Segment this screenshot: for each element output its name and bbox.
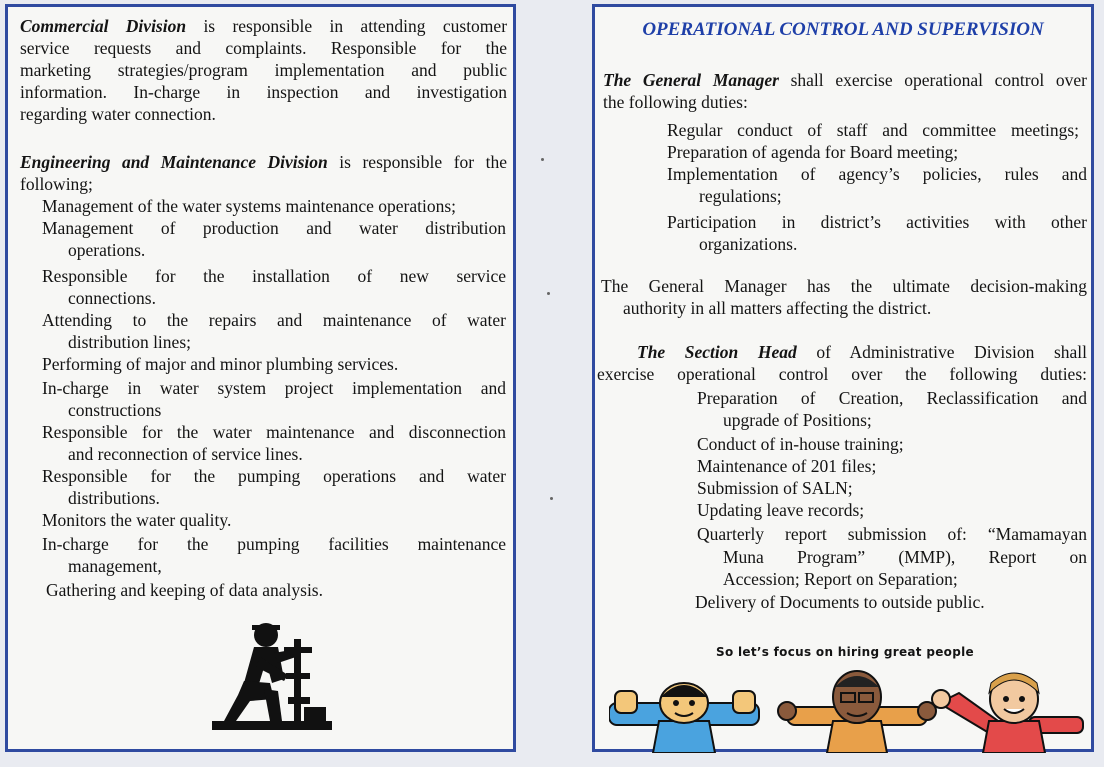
sh-duty-2: Conduct of in-house training; [697, 434, 904, 454]
right-panel [592, 4, 1094, 752]
section-heading: OPERATIONAL CONTROL AND SUPERVISION [642, 19, 1044, 40]
engineering-item-7: Responsible for the water maintenance and disconnection [42, 422, 506, 442]
gutter-mark [550, 497, 553, 500]
gutter-mark [541, 158, 544, 161]
gm-title: The General Manager [603, 70, 779, 90]
engineering-item-6: In-charge in water system project implementation and [42, 378, 506, 398]
gutter-mark [547, 292, 550, 295]
engineering-title: Engineering and Maintenance Division [20, 152, 328, 172]
gm-duty-3-cont: regulations; [699, 186, 782, 206]
sh-line-2: exercise operational control over the following duties: [597, 364, 1087, 384]
sh-duty-6-cont-2: Accession; Report on Separation; [723, 569, 958, 589]
engineering-item-5: Performing of major and minor plumbing services. [42, 354, 399, 374]
engineering-item-10-cont: management, [68, 556, 162, 576]
slogan: So let’s focus on hiring great people [716, 645, 974, 659]
gm-duty-1: Regular conduct of staff and committee meetings; [667, 120, 1079, 140]
engineering-item-2: Management of production and water distribution [42, 218, 506, 238]
commercial-line-1-text: is responsible in attending customer [203, 16, 508, 36]
gm-authority-line-1: The General Manager has the ultimate decision-making [601, 276, 1087, 296]
sh-duty-4: Submission of SALN; [697, 478, 853, 498]
left-panel [5, 4, 516, 752]
sh-duty-6-cont: Muna Program” (MMP), Report on [723, 547, 1087, 567]
engineering-item-1: Management of the water systems maintenance operations; [42, 196, 457, 216]
engineering-intro-line-2: following; [20, 174, 93, 194]
engineering-item-10: In-charge for the pumping facilities maintenance [42, 534, 506, 554]
worker-icon [208, 617, 338, 733]
sh-line-1-text: of Administrative Division shall [816, 342, 1088, 362]
gm-line-2: the following duties: [603, 92, 748, 112]
gm-duty-3: Implementation of agency’s policies, rules and [667, 164, 1087, 184]
engineering-item-2-cont: operations. [68, 240, 146, 260]
sh-duty-6: Quarterly report submission of: “Mamamayan [697, 524, 1087, 544]
commercial-line-2: service requests and complaints. Responsible for the [20, 38, 507, 58]
gm-authority-line-2: authority in all matters affecting the district. [623, 298, 932, 318]
gm-line-1-text: shall exercise operational control over [790, 70, 1087, 90]
engineering-item-3-cont: connections. [68, 288, 156, 308]
engineering-item-11: Gathering and keeping of data analysis. [46, 580, 323, 600]
engineering-item-4-cont: distribution lines; [68, 332, 191, 352]
gm-duty-4-cont: organizations. [699, 234, 798, 254]
commercial-line-3: marketing strategies/program implementation and public [20, 60, 507, 80]
sh-line-1 [637, 341, 1087, 363]
engineering-item-7-cont: and reconnection of service lines. [68, 444, 303, 464]
engineering-item-8: Responsible for the pumping operations and water [42, 466, 506, 486]
engineering-item-6-cont: constructions [68, 400, 162, 420]
gm-duty-2: Preparation of agenda for Board meeting; [667, 142, 959, 162]
sh-title: The Section Head [637, 342, 797, 362]
commercial-line-5: regarding water connection. [20, 104, 216, 124]
gm-line-1 [603, 69, 1087, 91]
commercial-line-1 [20, 15, 507, 37]
commercial-title: Commercial Division [20, 16, 187, 36]
sh-duty-1: Preparation of Creation, Reclassification and [697, 388, 1087, 408]
sh-duty-5: Updating leave records; [697, 500, 865, 520]
engineering-item-3: Responsible for the installation of new service [42, 266, 506, 286]
engineering-intro-line-1 [20, 151, 507, 173]
engineering-item-4: Attending to the repairs and maintenance of water [42, 310, 506, 330]
engineering-item-9: Monitors the water quality. [42, 510, 232, 530]
sh-duty-3: Maintenance of 201 files; [697, 456, 877, 476]
sh-duty-7: Delivery of Documents to outside public. [695, 592, 985, 612]
people-icon [609, 663, 1089, 753]
sh-duty-1-cont: upgrade of Positions; [723, 410, 872, 430]
engineering-item-8-cont: distributions. [68, 488, 160, 508]
gm-duty-4: Participation in district’s activities with other [667, 212, 1087, 232]
commercial-line-4: information. In-charge in inspection and investigation [20, 82, 507, 102]
engineering-intro-text: is responsible for the [339, 152, 507, 172]
